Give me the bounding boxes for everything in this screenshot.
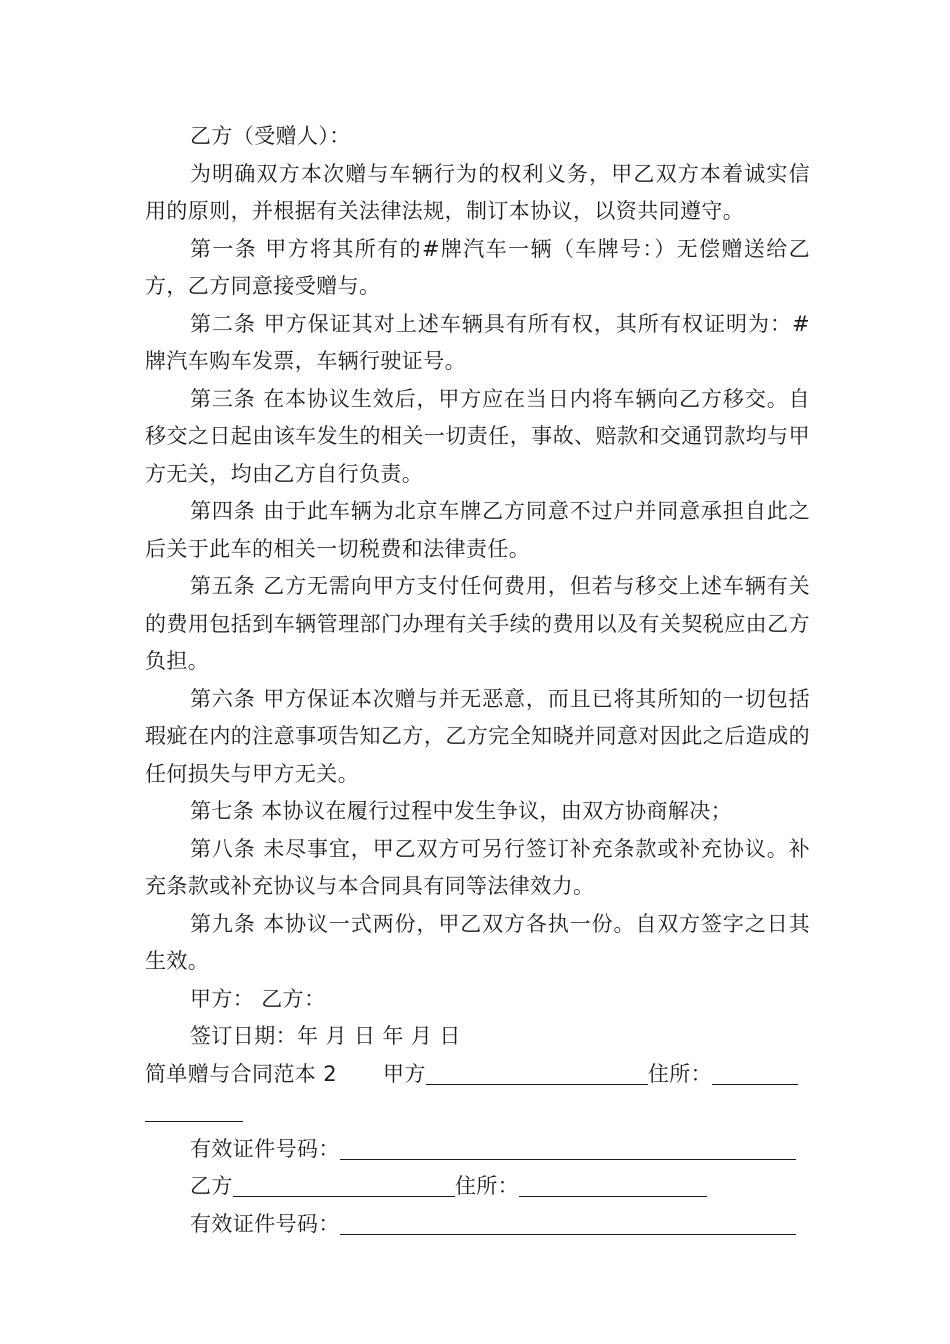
party-b-heading: 乙方（受赠人）： <box>190 124 351 148</box>
id-label-b: 有效证件号码： <box>190 1211 340 1236</box>
article-8 <box>145 831 810 906</box>
id-label: 有效证件号码： <box>190 1136 340 1161</box>
article-number: 第三条 <box>190 386 256 411</box>
address-blank-continued-row <box>145 1093 810 1131</box>
address-blank-continued[interactable] <box>145 1095 243 1122</box>
article-9 <box>145 906 810 981</box>
intro-paragraph: 为明确双方本次赠与车辆行为的权利义务，甲乙双方本着诚实信用的原则，并根据有关法律法规，制订本协议，以资共同遵守。 <box>145 161 810 223</box>
article-2 <box>145 306 810 381</box>
article-5 <box>145 568 810 681</box>
article-number: 第一条 <box>190 236 258 261</box>
article-7 <box>145 793 810 831</box>
article-number: 第二条 <box>190 311 257 336</box>
party-a-id-blank[interactable] <box>340 1133 796 1160</box>
article-1 <box>145 231 810 306</box>
article-number: 第五条 <box>190 574 256 598</box>
party-b-row <box>145 1168 810 1206</box>
article-text: 乙方无需向甲方支付任何费用，但若与移交上述车辆有关的费用包括到车辆管理部门办理有关手续的费用以及有关契税应由乙方负担。 <box>145 574 811 673</box>
article-6 <box>145 681 810 794</box>
sign-date-line: 签订日期：年 月 日 年 月 日 <box>190 1024 461 1048</box>
article-text: 本协议在履行过程中发生争议，由双方协商解决； <box>261 799 733 823</box>
article-number: 第九条 <box>190 911 256 936</box>
article-text: 由于此车辆为北京车牌乙方同意不过户并同意承担自此之后关于此车的相关一切税费和法律责任。 <box>145 499 811 561</box>
article-3 <box>145 381 810 494</box>
article-text: 甲方将其所有的#牌汽车一辆（车牌号：）无偿赠送给乙方，乙方同意接受赠与。 <box>145 236 811 298</box>
party-b-id-row <box>145 1206 810 1244</box>
article-text: 甲方保证其对上述车辆具有所有权，其所有权证明为：#牌汽车购车发票，车辆行驶证号。 <box>145 311 811 373</box>
article-number: 第四条 <box>190 499 256 523</box>
party-b-id-blank[interactable] <box>340 1208 796 1235</box>
address-label: 住所： <box>647 1061 713 1086</box>
party-b-blank[interactable] <box>233 1170 455 1197</box>
article-text: 本协议一式两份，甲乙双方各执一份。自双方签字之日其生效。 <box>145 911 811 973</box>
article-number: 第六条 <box>190 686 256 711</box>
template2-title: 简单赠与合同范本 2 <box>145 1061 338 1086</box>
template2-header-row <box>145 1056 810 1094</box>
party-b-label: 乙方 <box>190 1174 233 1198</box>
article-number: 第八条 <box>190 836 256 861</box>
article-text: 未尽事宜，甲乙双方可另行签订补充条款或补充协议。补充条款或补充协议与本合同具有同等法律效力。 <box>145 836 811 898</box>
party-a-label: 甲方 <box>383 1061 426 1086</box>
article-4 <box>145 493 810 568</box>
party-a-blank[interactable] <box>426 1058 648 1085</box>
article-number: 第七条 <box>190 799 255 823</box>
article-text: 甲方保证本次赠与并无恶意，而且已将其所知的一切包括瑕疵在内的注意事项告知乙方，乙方完全知晓并同意对因此之后造成的任何损失与甲方无关。 <box>145 686 811 786</box>
article-text: 在本协议生效后，甲方应在当日内将车辆向乙方移交。自移交之日起由该车发生的相关一切责任，事故、赔款和交通罚款均与甲方无关，均由乙方自行负责。 <box>145 386 811 486</box>
address-label-b: 住所： <box>454 1174 520 1198</box>
document-body <box>145 118 810 1243</box>
signature-line: 甲方： 乙方： <box>190 986 326 1011</box>
address-blank[interactable] <box>712 1058 798 1085</box>
party-b-address-blank[interactable] <box>519 1170 707 1197</box>
party-a-id-row <box>145 1131 810 1169</box>
